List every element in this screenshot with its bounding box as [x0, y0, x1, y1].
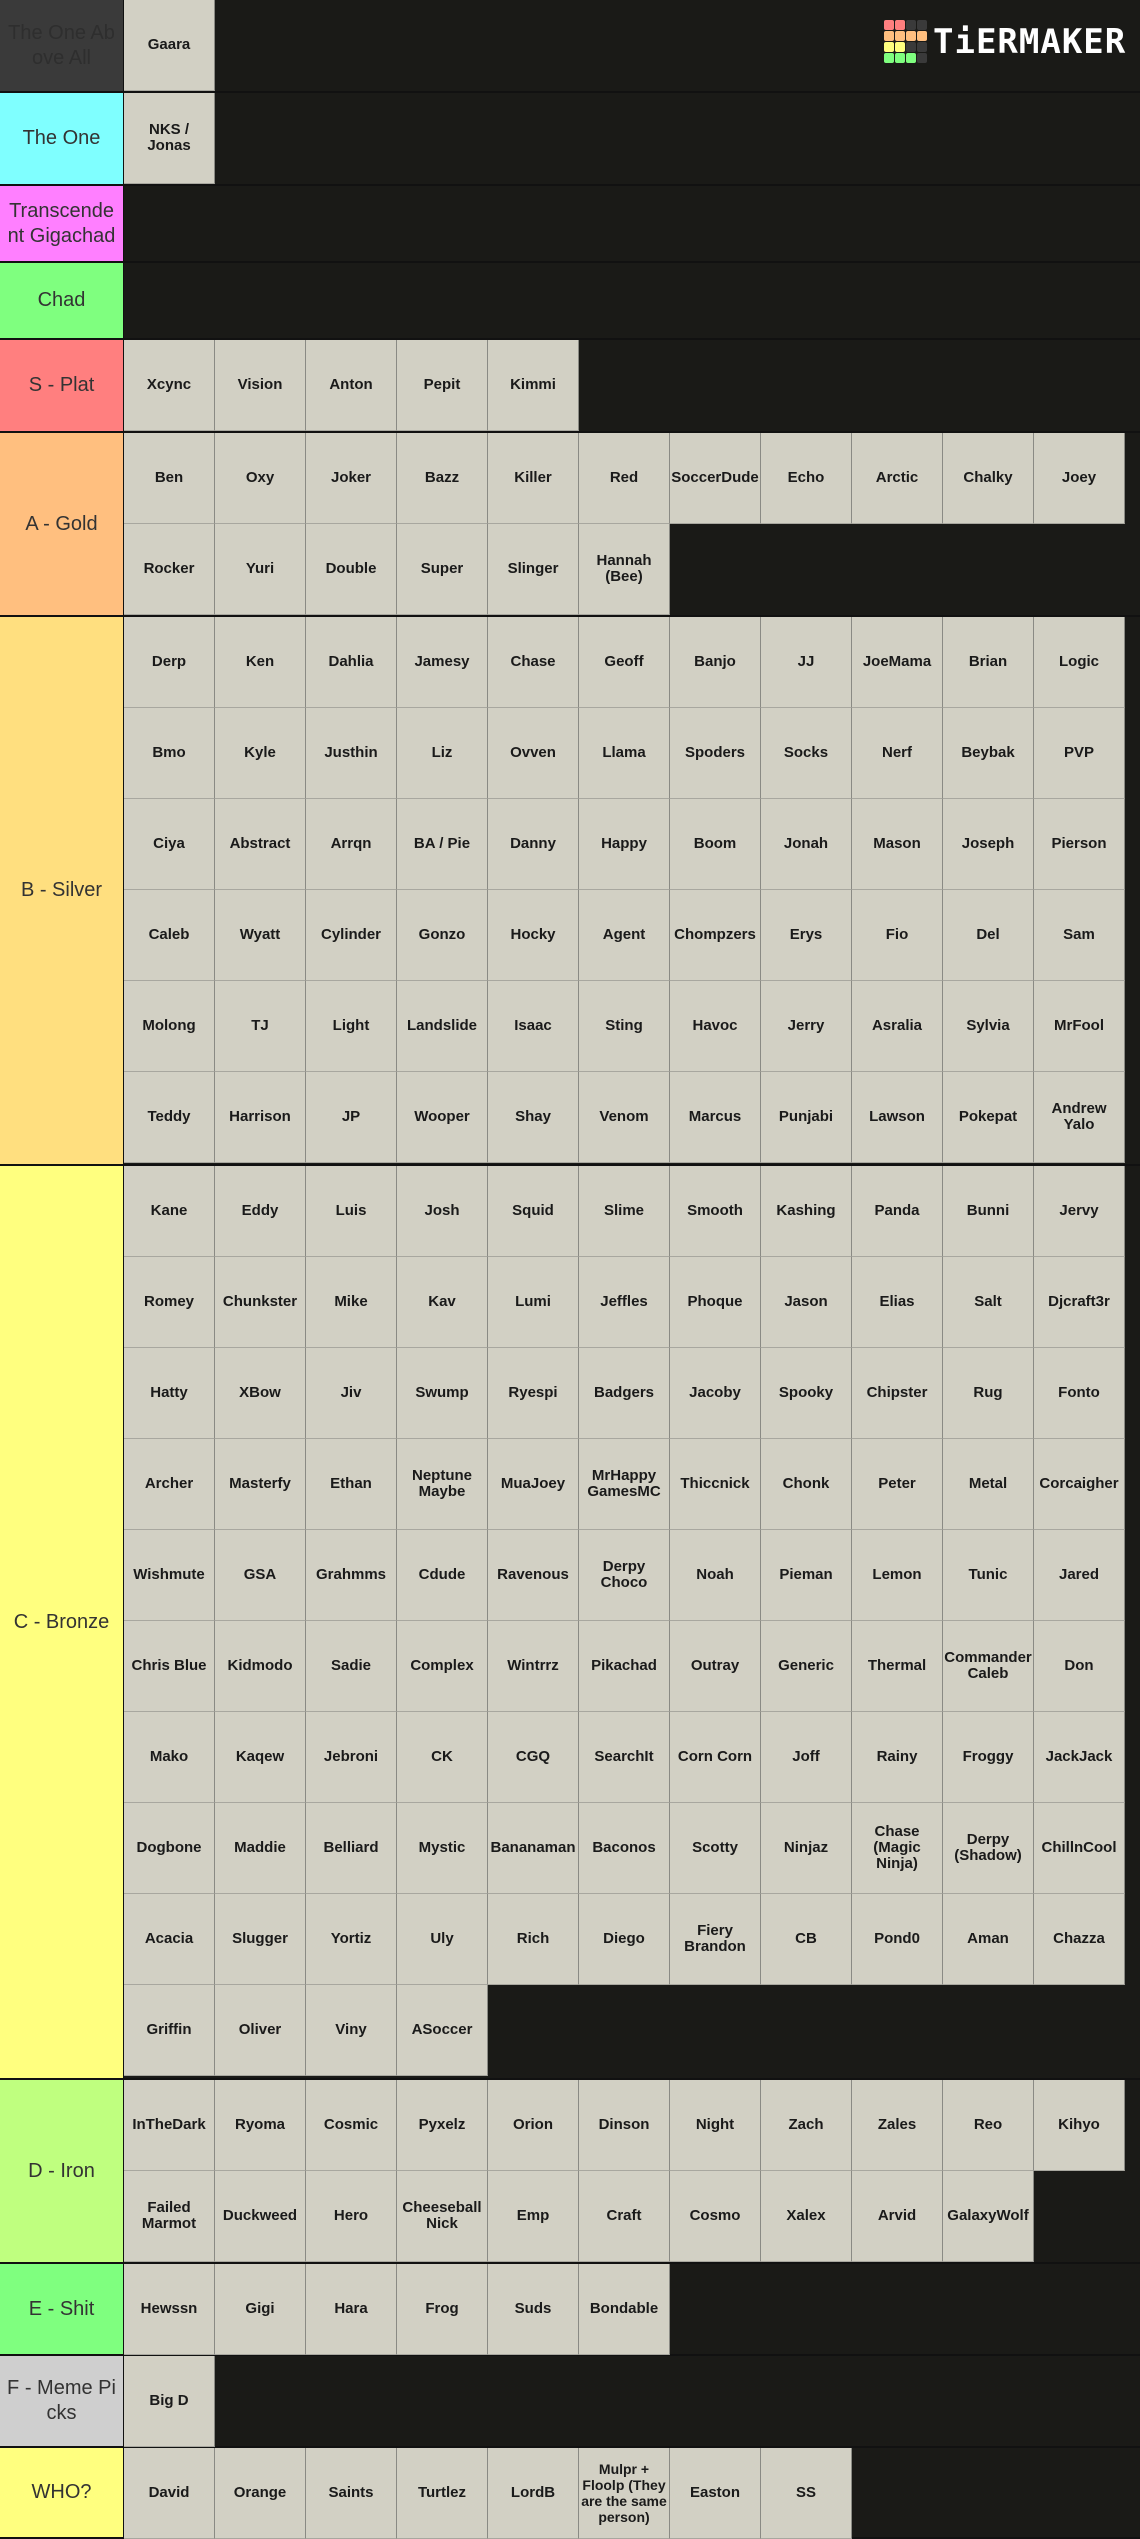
tier-item-tile[interactable]: David: [124, 2448, 215, 2539]
tier-item-tile[interactable]: Sam: [1034, 890, 1125, 981]
tier-row: [0, 2264, 1140, 2356]
tier-row: [0, 93, 1140, 186]
tier-item-tile[interactable]: Chase: [488, 617, 579, 708]
tier-item-tile[interactable]: XBow: [215, 1348, 306, 1439]
tier-item-tile[interactable]: Arvid: [852, 2171, 943, 2262]
tier-label[interactable]: A - Gold: [0, 433, 124, 615]
logo-grid-cell: [884, 53, 894, 63]
tier-item-tile[interactable]: ChillnCool: [1034, 1803, 1125, 1894]
tier-item-tile[interactable]: Jiv: [306, 1348, 397, 1439]
tier-item-tile[interactable]: Oxy: [215, 433, 306, 524]
tier-item-tile[interactable]: Hocky: [488, 890, 579, 981]
tier-item-tile[interactable]: Tunic: [943, 1530, 1034, 1621]
tier-item-tile[interactable]: Mason: [852, 799, 943, 890]
tier-item-tile[interactable]: Hewssn: [124, 2264, 215, 2355]
tier-item-tile[interactable]: Bondable: [579, 2264, 670, 2355]
tier-item-tile[interactable]: Duckweed: [215, 2171, 306, 2262]
tier-row: [0, 2356, 1140, 2448]
tier-item-tile[interactable]: Havoc: [670, 981, 761, 1072]
tier-items-dropzone[interactable]: [124, 2448, 1125, 2537]
tier-item-tile[interactable]: Jamesy: [397, 617, 488, 708]
tier-item-tile[interactable]: Bazz: [397, 433, 488, 524]
tier-item-tile[interactable]: Orion: [488, 2080, 579, 2171]
tier-item-tile[interactable]: Pond0: [852, 1894, 943, 1985]
tier-item-tile[interactable]: Derp: [124, 617, 215, 708]
tier-item-tile[interactable]: Kimmi: [488, 340, 579, 431]
tier-item-tile[interactable]: Mystic: [397, 1803, 488, 1894]
tier-item-tile[interactable]: Chipster: [852, 1348, 943, 1439]
tier-item-tile[interactable]: Spoders: [670, 708, 761, 799]
logo-grid-cell: [895, 42, 905, 52]
logo-grid-cell: [917, 20, 927, 30]
tier-item-tile[interactable]: Jeffles: [579, 1257, 670, 1348]
tier-item-tile[interactable]: Spooky: [761, 1348, 852, 1439]
tier-item-tile[interactable]: Josh: [397, 1166, 488, 1257]
tier-item-tile[interactable]: Xcync: [124, 340, 215, 431]
tier-item-tile[interactable]: Teddy: [124, 1072, 215, 1163]
tier-row: [0, 340, 1140, 433]
tier-item-tile[interactable]: Chalky: [943, 433, 1034, 524]
tier-item-tile[interactable]: Logic: [1034, 617, 1125, 708]
tier-item-tile[interactable]: Masterfy: [215, 1439, 306, 1530]
tier-item-tile[interactable]: Elias: [852, 1257, 943, 1348]
tier-item-tile[interactable]: Aman: [943, 1894, 1034, 1985]
tier-item-tile[interactable]: Ciya: [124, 799, 215, 890]
tier-items-dropzone[interactable]: [124, 433, 1125, 615]
tier-item-tile[interactable]: Asralia: [852, 981, 943, 1072]
tier-item-tile[interactable]: GSA: [215, 1530, 306, 1621]
tier-item-tile[interactable]: Corn Corn: [670, 1712, 761, 1803]
tier-item-tile[interactable]: Justhin: [306, 708, 397, 799]
tier-item-tile[interactable]: Beybak: [943, 708, 1034, 799]
tier-item-tile[interactable]: JP: [306, 1072, 397, 1163]
tier-item-tile[interactable]: NKS / Jonas: [124, 93, 215, 184]
tier-item-tile[interactable]: Rocker: [124, 524, 215, 615]
tier-item-tile[interactable]: MuaJoey: [488, 1439, 579, 1530]
tier-item-tile[interactable]: Killer: [488, 433, 579, 524]
tier-item-tile[interactable]: Griffin: [124, 1985, 215, 2076]
tier-item-tile[interactable]: Fiery Brandon: [670, 1894, 761, 1985]
tier-item-tile[interactable]: Fio: [852, 890, 943, 981]
tier-item-tile[interactable]: Gigi: [215, 2264, 306, 2355]
tier-item-tile[interactable]: Erys: [761, 890, 852, 981]
tier-item-tile[interactable]: Suds: [488, 2264, 579, 2355]
tier-item-tile[interactable]: Emp: [488, 2171, 579, 2262]
tier-item-tile[interactable]: Slime: [579, 1166, 670, 1257]
tier-item-tile[interactable]: Happy: [579, 799, 670, 890]
tier-label[interactable]: D - Iron: [0, 2080, 124, 2262]
tier-item-tile[interactable]: Pyxelz: [397, 2080, 488, 2171]
tier-item-tile[interactable]: Generic: [761, 1621, 852, 1712]
tier-item-tile[interactable]: Wishmute: [124, 1530, 215, 1621]
tier-item-tile[interactable]: Chunkster: [215, 1257, 306, 1348]
tier-row: [0, 186, 1140, 263]
tier-row: [0, 2080, 1140, 2264]
tier-item-tile[interactable]: Rich: [488, 1894, 579, 1985]
tier-item-tile[interactable]: Slinger: [488, 524, 579, 615]
tier-item-tile[interactable]: Corcaigher: [1034, 1439, 1125, 1530]
tier-item-tile[interactable]: Molong: [124, 981, 215, 1072]
tier-item-tile[interactable]: Jebroni: [306, 1712, 397, 1803]
tier-label[interactable]: F - Meme Picks: [0, 2356, 124, 2446]
tier-item-tile[interactable]: Caleb: [124, 890, 215, 981]
tier-item-tile[interactable]: Complex: [397, 1621, 488, 1712]
tier-item-tile[interactable]: Chonk: [761, 1439, 852, 1530]
tier-item-tile[interactable]: Reo: [943, 2080, 1034, 2171]
tier-item-tile[interactable]: Thermal: [852, 1621, 943, 1712]
tier-item-tile[interactable]: Super: [397, 524, 488, 615]
tier-label[interactable]: The One: [0, 93, 124, 184]
logo-grid-cell: [895, 20, 905, 30]
logo-text: TiERMAKER: [933, 21, 1127, 62]
tier-item-tile[interactable]: Punjabi: [761, 1072, 852, 1163]
tier-item-tile[interactable]: Geoff: [579, 617, 670, 708]
tier-item-tile[interactable]: Squid: [488, 1166, 579, 1257]
tier-item-tile[interactable]: Cosmo: [670, 2171, 761, 2262]
tier-item-tile[interactable]: Venom: [579, 1072, 670, 1163]
tier-item-tile[interactable]: Isaac: [488, 981, 579, 1072]
tier-item-tile[interactable]: Andrew Yalo: [1034, 1072, 1125, 1163]
tier-item-tile[interactable]: Chompzers: [670, 890, 761, 981]
tier-item-tile[interactable]: Bunni: [943, 1166, 1034, 1257]
tier-item-tile[interactable]: Pieman: [761, 1530, 852, 1621]
tier-item-tile[interactable]: Cylinder: [306, 890, 397, 981]
tier-item-tile[interactable]: Bmo: [124, 708, 215, 799]
tier-item-tile[interactable]: SoccerDude: [670, 433, 761, 524]
tier-item-tile[interactable]: Jared: [1034, 1530, 1125, 1621]
tier-item-tile[interactable]: Xalex: [761, 2171, 852, 2262]
tier-item-tile[interactable]: Froggy: [943, 1712, 1034, 1803]
tier-item-tile[interactable]: Salt: [943, 1257, 1034, 1348]
tier-items-dropzone[interactable]: [124, 617, 1125, 1164]
tier-row: [0, 433, 1140, 617]
tier-item-tile[interactable]: Kihyo: [1034, 2080, 1125, 2171]
tier-label[interactable]: B - Silver: [0, 617, 124, 1164]
logo-grid-cell: [906, 53, 916, 63]
tier-item-tile[interactable]: Yuri: [215, 524, 306, 615]
tier-item-tile[interactable]: Jacoby: [670, 1348, 761, 1439]
tier-item-tile[interactable]: Abstract: [215, 799, 306, 890]
tier-item-tile[interactable]: Rainy: [852, 1712, 943, 1803]
tier-item-tile[interactable]: Ben: [124, 433, 215, 524]
tier-item-tile[interactable]: Sylvia: [943, 981, 1034, 1072]
tier-item-tile[interactable]: Light: [306, 981, 397, 1072]
tier-item-tile[interactable]: Pepit: [397, 340, 488, 431]
tier-item-tile[interactable]: Belliard: [306, 1803, 397, 1894]
tier-item-tile[interactable]: Jonah: [761, 799, 852, 890]
tier-item-tile[interactable]: Easton: [670, 2448, 761, 2539]
logo-grid-cell: [906, 20, 916, 30]
tier-item-tile[interactable]: Orange: [215, 2448, 306, 2539]
tier-item-tile[interactable]: JackJack: [1034, 1712, 1125, 1803]
tier-item-tile[interactable]: Echo: [761, 433, 852, 524]
tier-item-tile[interactable]: Joey: [1034, 433, 1125, 524]
tier-item-tile[interactable]: Jason: [761, 1257, 852, 1348]
tier-item-tile[interactable]: Cheeseball Nick: [397, 2171, 488, 2262]
tier-item-tile[interactable]: Lumi: [488, 1257, 579, 1348]
tier-item-tile[interactable]: Outray: [670, 1621, 761, 1712]
tier-item-tile[interactable]: Wintrrz: [488, 1621, 579, 1712]
tier-item-tile[interactable]: Pikachad: [579, 1621, 670, 1712]
tier-item-tile[interactable]: Mako: [124, 1712, 215, 1803]
logo-grid-cell: [917, 31, 927, 41]
tier-item-tile[interactable]: Joseph: [943, 799, 1034, 890]
tier-item-tile[interactable]: Socks: [761, 708, 852, 799]
tier-label[interactable]: S - Plat: [0, 340, 124, 431]
tier-label[interactable]: WHO?: [0, 2448, 124, 2537]
tier-item-tile[interactable]: Viny: [306, 1985, 397, 2076]
tier-item-tile[interactable]: Kidmodo: [215, 1621, 306, 1712]
tier-item-tile[interactable]: Ken: [215, 617, 306, 708]
tier-item-tile[interactable]: ASoccer: [397, 1985, 488, 2076]
tier-item-tile[interactable]: Panda: [852, 1166, 943, 1257]
tier-item-tile[interactable]: Chase (Magic Ninja): [852, 1803, 943, 1894]
tier-item-tile[interactable]: Slugger: [215, 1894, 306, 1985]
tier-item-tile[interactable]: Pokepat: [943, 1072, 1034, 1163]
tier-item-tile[interactable]: Metal: [943, 1439, 1034, 1530]
tier-item-tile[interactable]: Shay: [488, 1072, 579, 1163]
tier-item-tile[interactable]: Cdude: [397, 1530, 488, 1621]
tier-item-tile[interactable]: Marcus: [670, 1072, 761, 1163]
tier-item-tile[interactable]: LordB: [488, 2448, 579, 2539]
tier-label[interactable]: Chad: [0, 263, 124, 338]
tier-item-tile[interactable]: Bananaman: [488, 1803, 579, 1894]
tier-item-tile[interactable]: Djcraft3r: [1034, 1257, 1125, 1348]
tier-item-tile[interactable]: Night: [670, 2080, 761, 2171]
tier-item-tile[interactable]: Kyle: [215, 708, 306, 799]
tier-items-dropzone[interactable]: [124, 93, 1125, 184]
tier-item-tile[interactable]: Neptune Maybe: [397, 1439, 488, 1530]
tier-items-dropzone[interactable]: [124, 1166, 1125, 2078]
tiermaker-logo[interactable]: [884, 20, 1126, 63]
tier-item-tile[interactable]: Commander Caleb: [943, 1621, 1034, 1712]
tier-item-tile[interactable]: Maddie: [215, 1803, 306, 1894]
tier-item-tile[interactable]: Hatty: [124, 1348, 215, 1439]
tier-item-tile[interactable]: Kane: [124, 1166, 215, 1257]
tier-item-tile[interactable]: Peter: [852, 1439, 943, 1530]
tier-item-tile[interactable]: JoeMama: [852, 617, 943, 708]
tier-item-tile[interactable]: Scotty: [670, 1803, 761, 1894]
tier-item-tile[interactable]: Archer: [124, 1439, 215, 1530]
tier-item-tile[interactable]: Kav: [397, 1257, 488, 1348]
tier-item-tile[interactable]: Phoque: [670, 1257, 761, 1348]
tier-item-tile[interactable]: Ryoma: [215, 2080, 306, 2171]
tier-item-tile[interactable]: Sadie: [306, 1621, 397, 1712]
logo-grid-cell: [906, 31, 916, 41]
tier-item-tile[interactable]: Romey: [124, 1257, 215, 1348]
tier-item-tile[interactable]: Joff: [761, 1712, 852, 1803]
tier-item-tile[interactable]: Ravenous: [488, 1530, 579, 1621]
tier-item-tile[interactable]: Noah: [670, 1530, 761, 1621]
tier-items-dropzone[interactable]: [124, 340, 1125, 431]
logo-grid-cell: [917, 53, 927, 63]
tier-item-tile[interactable]: Uly: [397, 1894, 488, 1985]
tier-item-tile[interactable]: PVP: [1034, 708, 1125, 799]
tier-label[interactable]: Transcendent Gigachad: [0, 186, 124, 261]
tier-item-tile[interactable]: Rug: [943, 1348, 1034, 1439]
tier-item-tile[interactable]: BA / Pie: [397, 799, 488, 890]
tier-item-tile[interactable]: Chris Blue: [124, 1621, 215, 1712]
tier-item-tile[interactable]: Arctic: [852, 433, 943, 524]
tier-item-tile[interactable]: Double: [306, 524, 397, 615]
logo-grid-cell: [884, 31, 894, 41]
tier-items-dropzone[interactable]: [124, 186, 1125, 261]
tier-item-tile[interactable]: Lawson: [852, 1072, 943, 1163]
tier-item-tile[interactable]: Yortiz: [306, 1894, 397, 1985]
tier-item-tile[interactable]: Brian: [943, 617, 1034, 708]
tier-item-tile[interactable]: Zach: [761, 2080, 852, 2171]
tier-item-tile[interactable]: Failed Marmot: [124, 2171, 215, 2262]
tier-item-tile[interactable]: Dinson: [579, 2080, 670, 2171]
tier-item-tile[interactable]: GalaxyWolf: [943, 2171, 1034, 2262]
logo-grid-cell: [884, 42, 894, 52]
tier-item-tile[interactable]: Hara: [306, 2264, 397, 2355]
tier-item-tile[interactable]: Oliver: [215, 1985, 306, 2076]
tier-item-tile[interactable]: Jervy: [1034, 1166, 1125, 1257]
tier-item-tile[interactable]: Red: [579, 433, 670, 524]
tier-item-tile[interactable]: Smooth: [670, 1166, 761, 1257]
tier-item-tile[interactable]: InTheDark: [124, 2080, 215, 2171]
tier-item-tile[interactable]: Nerf: [852, 708, 943, 799]
logo-grid-cell: [906, 42, 916, 52]
tier-row: [0, 617, 1140, 1166]
tier-item-tile[interactable]: Arrqn: [306, 799, 397, 890]
tier-item-tile[interactable]: JJ: [761, 617, 852, 708]
logo-grid-cell: [917, 42, 927, 52]
tier-item-tile[interactable]: Fonto: [1034, 1348, 1125, 1439]
tier-item-tile[interactable]: SS: [761, 2448, 852, 2539]
tier-item-tile[interactable]: Eddy: [215, 1166, 306, 1257]
tier-items-dropzone[interactable]: [124, 2356, 1125, 2446]
logo-grid-icon: [884, 20, 927, 63]
tier-item-tile[interactable]: Harrison: [215, 1072, 306, 1163]
tier-row: [0, 263, 1140, 340]
tier-item-tile[interactable]: Ethan: [306, 1439, 397, 1530]
tier-items-dropzone[interactable]: [124, 2264, 1125, 2354]
tier-item-tile[interactable]: Del: [943, 890, 1034, 981]
tier-label[interactable]: E - Shit: [0, 2264, 124, 2354]
tier-item-tile[interactable]: Vision: [215, 340, 306, 431]
tier-item-tile[interactable]: Joker: [306, 433, 397, 524]
tier-item-tile[interactable]: Derpy Choco: [579, 1530, 670, 1621]
tier-item-tile[interactable]: MrHappy GamesMC: [579, 1439, 670, 1530]
tier-item-tile[interactable]: Badgers: [579, 1348, 670, 1439]
tier-item-tile[interactable]: Zales: [852, 2080, 943, 2171]
tier-item-tile[interactable]: Mulpr + Floolp (They are the same person): [579, 2448, 670, 2539]
logo-grid-cell: [895, 31, 905, 41]
tier-item-tile[interactable]: Ryespi: [488, 1348, 579, 1439]
tier-item-tile[interactable]: Danny: [488, 799, 579, 890]
tier-item-tile[interactable]: Turtlez: [397, 2448, 488, 2539]
tier-item-tile[interactable]: Hero: [306, 2171, 397, 2262]
tier-item-tile[interactable]: TJ: [215, 981, 306, 1072]
tier-item-tile[interactable]: Liz: [397, 708, 488, 799]
tier-item-tile[interactable]: Kaqew: [215, 1712, 306, 1803]
tier-items-dropzone[interactable]: [124, 263, 1125, 338]
tier-label[interactable]: The One Above All: [0, 0, 124, 91]
tier-item-tile[interactable]: Landslide: [397, 981, 488, 1072]
tier-item-tile[interactable]: Mike: [306, 1257, 397, 1348]
tier-item-tile[interactable]: Don: [1034, 1621, 1125, 1712]
tier-item-tile[interactable]: CK: [397, 1712, 488, 1803]
tier-item-tile[interactable]: Agent: [579, 890, 670, 981]
tier-item-tile[interactable]: Craft: [579, 2171, 670, 2262]
tier-item-tile[interactable]: Pierson: [1034, 799, 1125, 890]
tier-item-tile[interactable]: Jerry: [761, 981, 852, 1072]
tier-item-tile[interactable]: Anton: [306, 340, 397, 431]
tier-item-tile[interactable]: Ninjaz: [761, 1803, 852, 1894]
tier-item-tile[interactable]: SearchIt: [579, 1712, 670, 1803]
tier-item-tile[interactable]: Swump: [397, 1348, 488, 1439]
tier-item-tile[interactable]: CB: [761, 1894, 852, 1985]
tier-item-tile[interactable]: Boom: [670, 799, 761, 890]
tier-item-tile[interactable]: Big D: [124, 2356, 215, 2447]
tier-item-tile[interactable]: Baconos: [579, 1803, 670, 1894]
tier-item-tile[interactable]: MrFool: [1034, 981, 1125, 1072]
tier-item-tile[interactable]: Acacia: [124, 1894, 215, 1985]
logo-grid-cell: [884, 20, 894, 30]
tier-item-tile[interactable]: Wooper: [397, 1072, 488, 1163]
tier-item-tile[interactable]: Luis: [306, 1166, 397, 1257]
tier-item-tile[interactable]: Diego: [579, 1894, 670, 1985]
tier-item-tile[interactable]: Frog: [397, 2264, 488, 2355]
logo-grid-cell: [895, 53, 905, 63]
tier-item-tile[interactable]: Dogbone: [124, 1803, 215, 1894]
tier-item-tile[interactable]: Ovven: [488, 708, 579, 799]
tier-item-tile[interactable]: Grahmms: [306, 1530, 397, 1621]
tier-row: [0, 1166, 1140, 2080]
tier-item-tile[interactable]: Dahlia: [306, 617, 397, 708]
tier-label[interactable]: C - Bronze: [0, 1166, 124, 2078]
tier-items-dropzone[interactable]: [124, 2080, 1125, 2262]
tier-item-tile[interactable]: CGQ: [488, 1712, 579, 1803]
tier-item-tile[interactable]: Wyatt: [215, 890, 306, 981]
tier-item-tile[interactable]: Hannah (Bee): [579, 524, 670, 615]
tier-item-tile[interactable]: Thiccnick: [670, 1439, 761, 1530]
tier-item-tile[interactable]: Gaara: [124, 0, 215, 91]
tier-item-tile[interactable]: Kashing: [761, 1166, 852, 1257]
tier-item-tile[interactable]: Lemon: [852, 1530, 943, 1621]
tier-item-tile[interactable]: Cosmic: [306, 2080, 397, 2171]
tier-item-tile[interactable]: Banjo: [670, 617, 761, 708]
tier-row: [0, 2448, 1140, 2539]
tier-item-tile[interactable]: Derpy (Shadow): [943, 1803, 1034, 1894]
tier-item-tile[interactable]: Sting: [579, 981, 670, 1072]
tier-item-tile[interactable]: Llama: [579, 708, 670, 799]
tier-item-tile[interactable]: Saints: [306, 2448, 397, 2539]
tier-item-tile[interactable]: Gonzo: [397, 890, 488, 981]
tier-item-tile[interactable]: Chazza: [1034, 1894, 1125, 1985]
